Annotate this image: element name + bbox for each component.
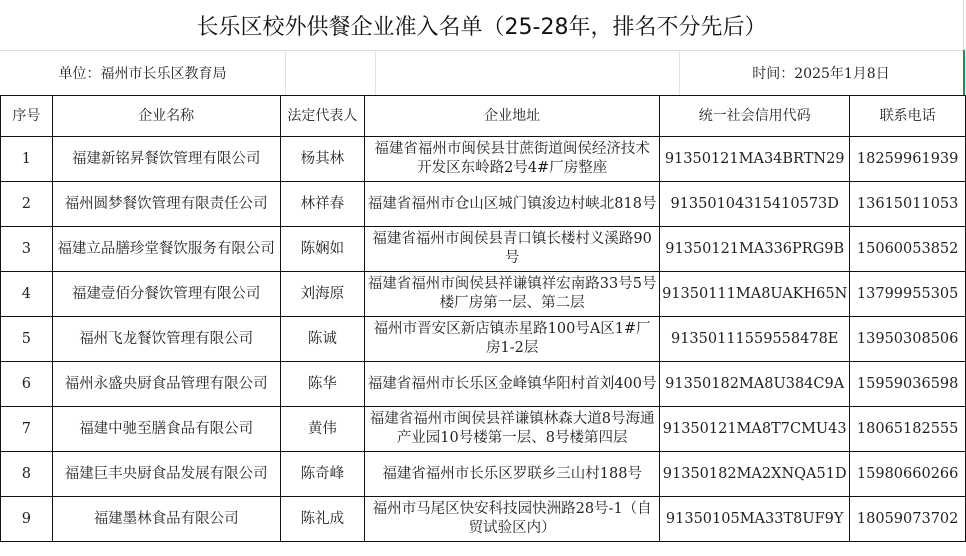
company-name[interactable]: 福建中驰至膳食品有限公司 bbox=[52, 407, 280, 452]
table-row bbox=[1, 272, 966, 317]
table-row bbox=[1, 407, 966, 452]
legal-representative[interactable]: 陈华 bbox=[280, 362, 365, 407]
legal-representative[interactable]: 陈奇峰 bbox=[280, 452, 365, 497]
legal-representative[interactable]: 杨其林 bbox=[280, 137, 365, 182]
phone-number[interactable]: 15980660266 bbox=[850, 452, 966, 497]
header-name: 企业名称 bbox=[52, 96, 280, 137]
credit-code[interactable]: 91350111559558478E bbox=[660, 317, 850, 362]
company-address[interactable]: 福建省福州市长乐区金峰镇华阳村首刘400号 bbox=[365, 362, 660, 407]
legal-representative[interactable]: 陈礼成 bbox=[280, 497, 365, 542]
company-name[interactable]: 福州永盛央厨食品管理有限公司 bbox=[52, 362, 280, 407]
legal-representative[interactable]: 黄伟 bbox=[280, 407, 365, 452]
row-number[interactable]: 4 bbox=[1, 272, 53, 317]
phone-number[interactable]: 13615011053 bbox=[850, 182, 966, 227]
header-rep: 法定代表人 bbox=[280, 96, 365, 137]
row-number[interactable]: 9 bbox=[1, 497, 53, 542]
table-row bbox=[1, 362, 966, 407]
company-name[interactable]: 福建新铭昇餐饮管理有限公司 bbox=[52, 137, 280, 182]
row-number[interactable]: 8 bbox=[1, 452, 53, 497]
header-credit-code: 统一社会信用代码 bbox=[660, 96, 850, 137]
info-row bbox=[0, 50, 964, 95]
table-header-row bbox=[1, 96, 966, 137]
table-row bbox=[1, 137, 966, 182]
supplier-table bbox=[0, 95, 966, 542]
company-address[interactable]: 福建省福州市闽侯县青口镇长楼村义溪路90号 bbox=[365, 227, 660, 272]
date-label: 时间：2025年1月8日 bbox=[752, 65, 890, 82]
header-phone: 联系电话 bbox=[850, 96, 966, 137]
company-name[interactable]: 福建壹佰分餐饮管理有限公司 bbox=[52, 272, 280, 317]
row-number[interactable]: 5 bbox=[1, 317, 53, 362]
table-row bbox=[1, 182, 966, 227]
table-row bbox=[1, 452, 966, 497]
company-address[interactable]: 福建省福州市闽侯县祥谦镇祥宏南路33号5号楼厂房第一层、第二层 bbox=[365, 272, 660, 317]
phone-number[interactable]: 18259961939 bbox=[850, 137, 966, 182]
unit-label: 单位：福州市长乐区教育局 bbox=[0, 50, 286, 95]
legal-representative[interactable]: 陈娴如 bbox=[280, 227, 365, 272]
credit-code[interactable]: 91350182MA8U384C9A bbox=[660, 362, 850, 407]
phone-number[interactable]: 15959036598 bbox=[850, 362, 966, 407]
legal-representative[interactable]: 刘海原 bbox=[280, 272, 365, 317]
row-number[interactable]: 1 bbox=[1, 137, 53, 182]
phone-number[interactable]: 18065182555 bbox=[850, 407, 966, 452]
credit-code[interactable]: 91350105MA33T8UF9Y bbox=[660, 497, 850, 542]
row-number[interactable]: 7 bbox=[1, 407, 53, 452]
company-name[interactable]: 福州圆梦餐饮管理有限责任公司 bbox=[52, 182, 280, 227]
credit-code[interactable]: 91350121MA34BRTN29 bbox=[660, 137, 850, 182]
company-name[interactable]: 福建墨林食品有限公司 bbox=[52, 497, 280, 542]
company-address[interactable]: 福州市马尾区快安科技园快洲路28号-1（自贸试验区内） bbox=[365, 497, 660, 542]
row-number[interactable]: 6 bbox=[1, 362, 53, 407]
phone-number[interactable]: 13799955305 bbox=[850, 272, 966, 317]
company-address[interactable]: 福建省福州市闽侯县甘蔗街道闽侯经济技术开发区东岭路2号4#厂房整座 bbox=[365, 137, 660, 182]
row-number[interactable]: 3 bbox=[1, 227, 53, 272]
empty-cell bbox=[375, 50, 680, 95]
sheet-title: 长乐区校外供餐企业准入名单（25-28年，排名不分先后） bbox=[0, 0, 964, 51]
company-name[interactable]: 福州飞龙餐饮管理有限公司 bbox=[52, 317, 280, 362]
table-row bbox=[1, 227, 966, 272]
table-row bbox=[1, 497, 966, 542]
credit-code[interactable]: 91350121MA336PRG9B bbox=[660, 227, 850, 272]
company-address[interactable]: 福州市晋安区新店镇赤星路100号A区1#厂房1-2层 bbox=[365, 317, 660, 362]
header-address: 企业地址 bbox=[365, 96, 660, 137]
credit-code[interactable]: 91350182MA2XNQA51D bbox=[660, 452, 850, 497]
phone-number[interactable]: 15060053852 bbox=[850, 227, 966, 272]
row-number[interactable]: 2 bbox=[1, 182, 53, 227]
credit-code[interactable]: 91350104315410573D bbox=[660, 182, 850, 227]
credit-code[interactable]: 91350121MA8T7CMU43 bbox=[660, 407, 850, 452]
company-address[interactable]: 福建省福州市长乐区罗联乡三山村188号 bbox=[365, 452, 660, 497]
header-no: 序号 bbox=[1, 96, 53, 137]
legal-representative[interactable]: 林祥春 bbox=[280, 182, 365, 227]
empty-cell bbox=[285, 50, 376, 95]
legal-representative[interactable]: 陈诚 bbox=[280, 317, 365, 362]
company-name[interactable]: 福建巨丰央厨食品发展有限公司 bbox=[52, 452, 280, 497]
selected-cell-indicator bbox=[963, 50, 965, 95]
company-name[interactable]: 福建立品膳珍堂餐饮服务有限公司 bbox=[52, 227, 280, 272]
credit-code[interactable]: 91350111MA8UAKH65N bbox=[660, 272, 850, 317]
company-address[interactable]: 福建省福州市闽侯县祥谦镇林森大道8号海通产业园10号楼第一层、8号楼第四层 bbox=[365, 407, 660, 452]
phone-number[interactable]: 13950308506 bbox=[850, 317, 966, 362]
table-row bbox=[1, 317, 966, 362]
company-address[interactable]: 福建省福州市仓山区城门镇浚边村峡北818号 bbox=[365, 182, 660, 227]
phone-number[interactable]: 18059073702 bbox=[850, 497, 966, 542]
